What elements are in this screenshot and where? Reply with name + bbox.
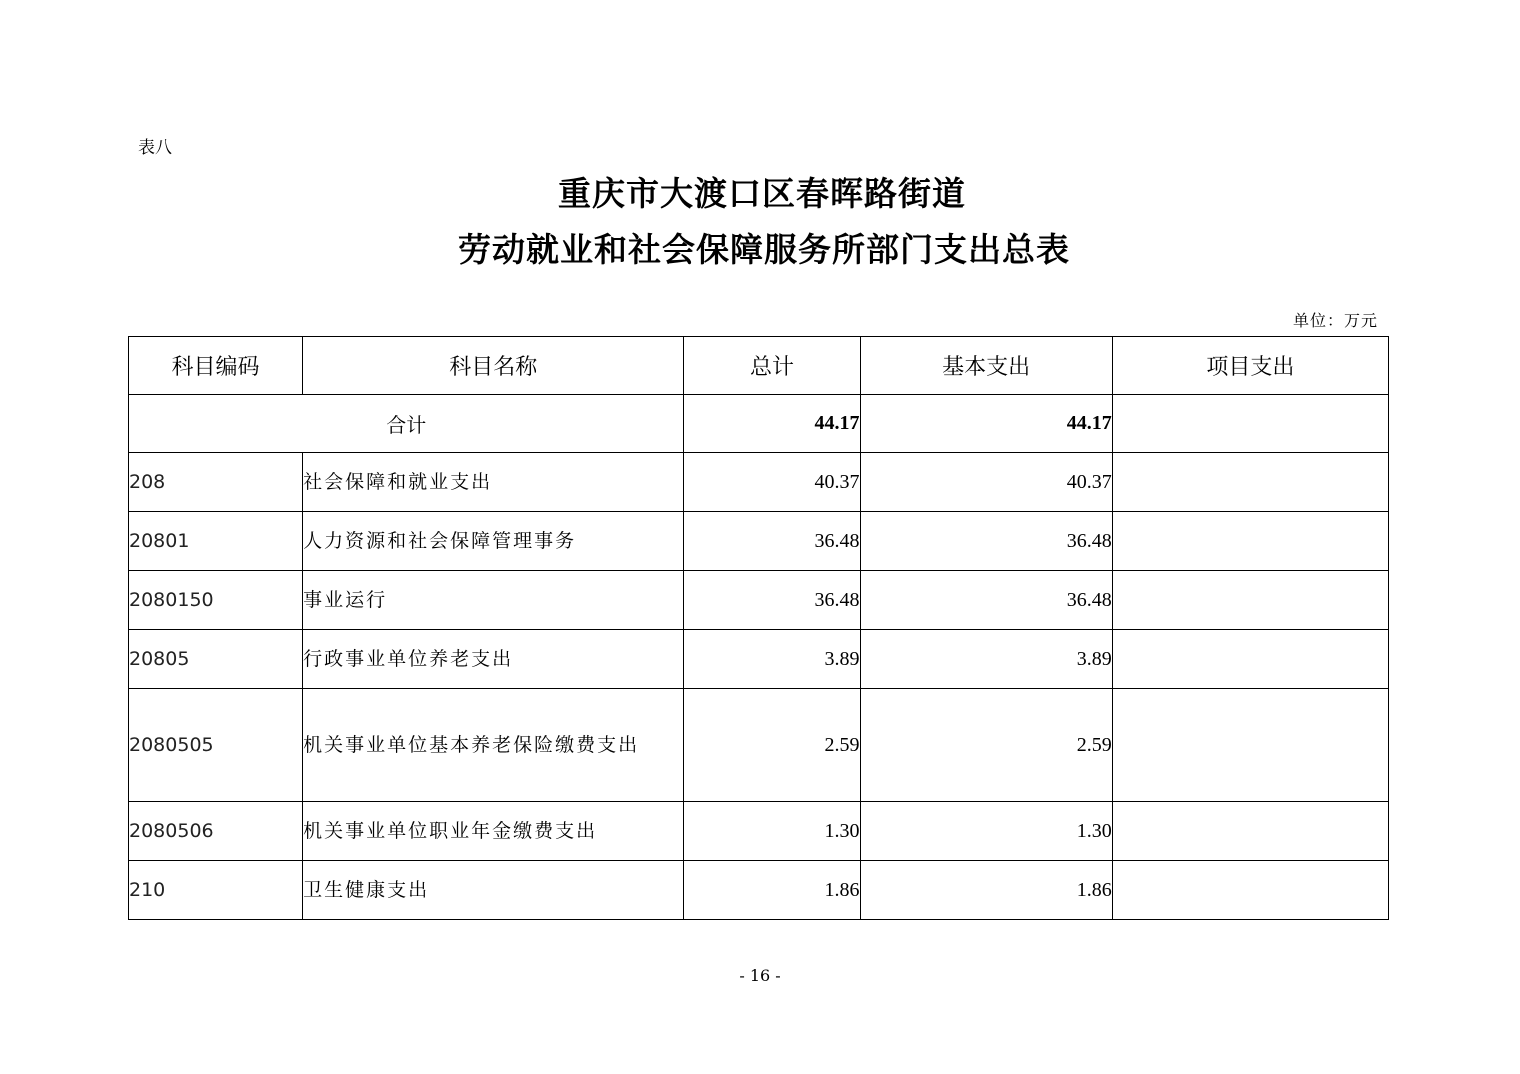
table-row	[129, 802, 1389, 861]
row-total: 36.48	[684, 512, 860, 571]
row-total: 1.86	[684, 861, 860, 920]
row-basic: 1.86	[860, 861, 1112, 920]
row-name: 人力资源和社会保障管理事务	[303, 512, 684, 571]
row-project	[1112, 453, 1388, 512]
row-project	[1112, 630, 1388, 689]
row-basic: 40.37	[860, 453, 1112, 512]
row-name: 社会保障和就业支出	[303, 453, 684, 512]
table-row	[129, 689, 1389, 802]
row-name: 卫生健康支出	[303, 861, 684, 920]
column-header-code: 科目编码	[129, 337, 303, 395]
row-name: 行政事业单位养老支出	[303, 630, 684, 689]
row-total: 36.48	[684, 571, 860, 630]
column-header-total: 总计	[684, 337, 860, 395]
row-name: 机关事业单位基本养老保险缴费支出	[303, 689, 684, 802]
row-project	[1112, 512, 1388, 571]
row-name: 机关事业单位职业年金缴费支出	[303, 802, 684, 861]
row-basic: 3.89	[860, 630, 1112, 689]
expenditure-table	[128, 336, 1389, 920]
row-basic: 1.30	[860, 802, 1112, 861]
row-code: 20801	[129, 512, 303, 571]
row-project	[1112, 861, 1388, 920]
page-title-line2: 劳动就业和社会保障服务所部门支出总表	[458, 230, 1070, 269]
page-number: - 16 -	[739, 966, 781, 985]
row-project	[1112, 571, 1388, 630]
table-row	[129, 571, 1389, 630]
column-header-basic: 基本支出	[860, 337, 1112, 395]
total-project	[1112, 395, 1388, 453]
row-code: 20805	[129, 630, 303, 689]
total-amount: 44.17	[684, 395, 860, 453]
row-code: 2080506	[129, 802, 303, 861]
row-basic: 36.48	[860, 571, 1112, 630]
row-code: 2080150	[129, 571, 303, 630]
row-total: 40.37	[684, 453, 860, 512]
row-basic: 36.48	[860, 512, 1112, 571]
table-row	[129, 453, 1389, 512]
row-project	[1112, 689, 1388, 802]
row-total: 3.89	[684, 630, 860, 689]
total-row	[129, 395, 1389, 453]
row-basic: 2.59	[860, 689, 1112, 802]
row-total: 1.30	[684, 802, 860, 861]
table-row	[129, 861, 1389, 920]
row-code: 2080505	[129, 689, 303, 802]
total-label: 合计	[129, 395, 684, 453]
page-title-line1: 重庆市大渡口区春晖路街道	[558, 174, 966, 213]
table-row	[129, 630, 1389, 689]
column-header-name: 科目名称	[303, 337, 684, 395]
table-label: 表八	[138, 138, 172, 158]
row-total: 2.59	[684, 689, 860, 802]
column-header-project: 项目支出	[1112, 337, 1388, 395]
total-basic: 44.17	[860, 395, 1112, 453]
table-row	[129, 512, 1389, 571]
row-project	[1112, 802, 1388, 861]
table-header-row	[129, 337, 1389, 395]
row-code: 210	[129, 861, 303, 920]
unit-label: 单位：万元	[1292, 311, 1378, 330]
row-name: 事业运行	[303, 571, 684, 630]
row-code: 208	[129, 453, 303, 512]
